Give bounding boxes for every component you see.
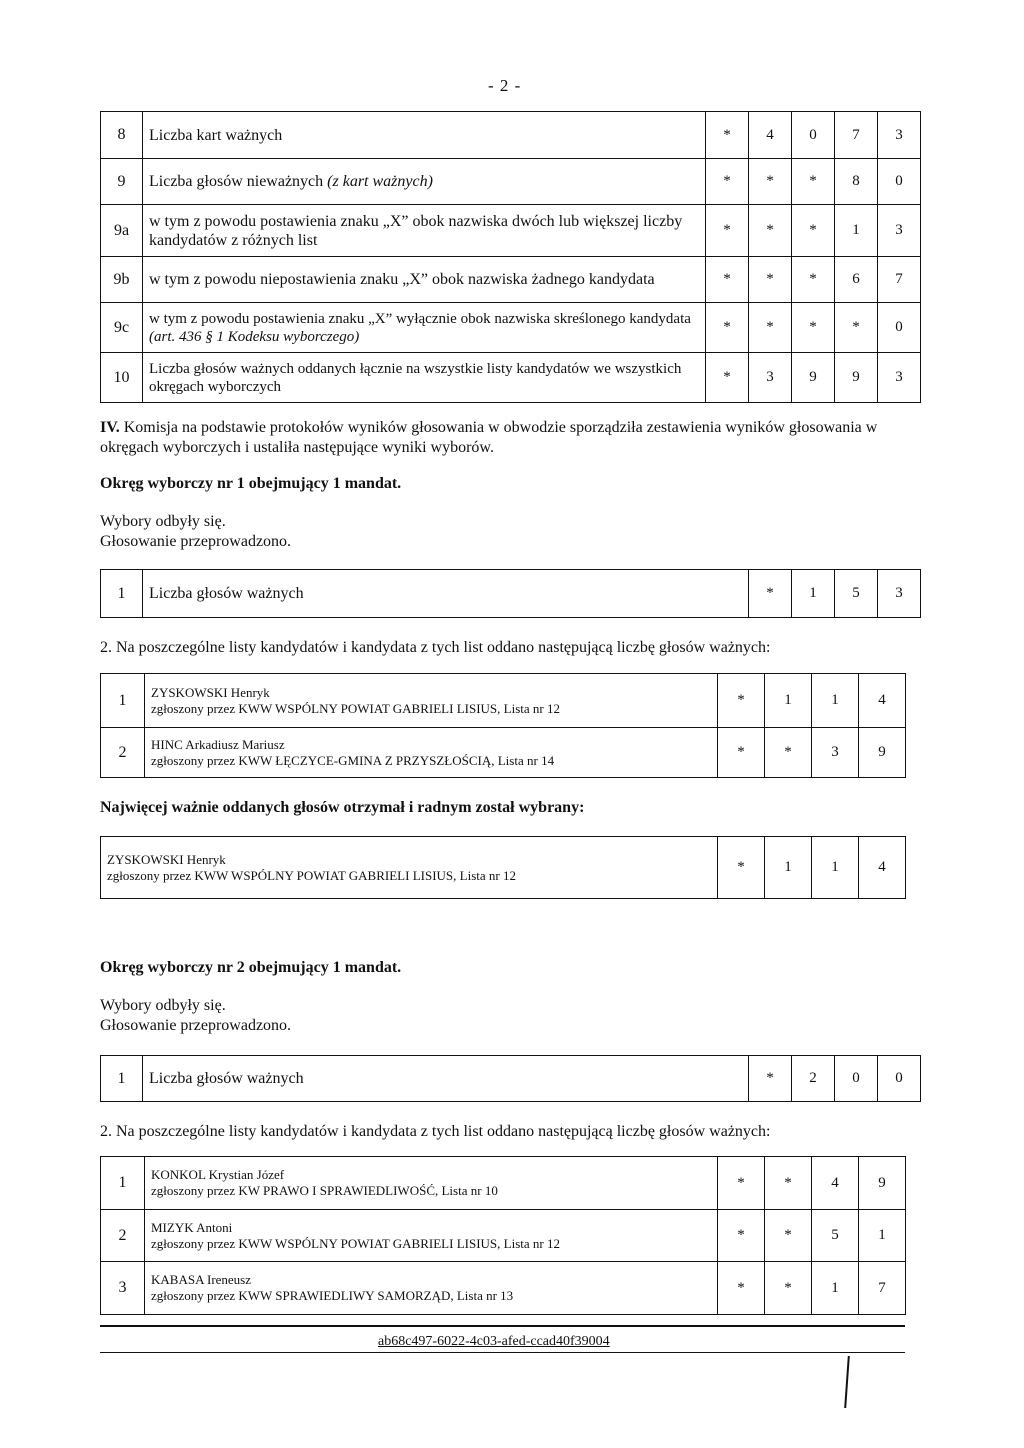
digit-cell: 7 bbox=[859, 1262, 906, 1315]
table-row bbox=[101, 728, 906, 778]
row-label: w tym z powodu postawienia znaku „X” obok nazwiska dwóch lub większej liczby kandydatów z różnych list bbox=[143, 205, 706, 257]
table-row bbox=[101, 112, 921, 159]
candidate-cell: KONKOL Krystian Józef zgłoszony przez KW PRAWO I SPRAWIEDLIWOŚĆ, Lista nr 10 bbox=[145, 1157, 718, 1210]
digit-cell: 0 bbox=[878, 159, 921, 205]
footer-rule bbox=[100, 1352, 905, 1353]
digit-cell: 4 bbox=[812, 1157, 859, 1210]
digit-cell: 4 bbox=[859, 674, 906, 728]
digit-cell: 1 bbox=[765, 674, 812, 728]
digit-cell: 0 bbox=[835, 1056, 878, 1102]
digit-cell: 1 bbox=[812, 1262, 859, 1315]
winner-table bbox=[100, 836, 906, 899]
table-row bbox=[101, 1210, 906, 1262]
row-number: 9 bbox=[101, 159, 143, 205]
signature-stroke bbox=[844, 1356, 849, 1408]
table-row bbox=[101, 257, 921, 303]
digit-cell: 3 bbox=[878, 112, 921, 159]
digit-cell: 3 bbox=[878, 570, 921, 618]
digit-cell: 0 bbox=[792, 112, 835, 159]
row-label: Liczba głosów ważnych bbox=[143, 570, 749, 618]
candidate-cell: ZYSKOWSKI Henryk zgłoszony przez KWW WSPÓLNY POWIAT GABRIELI LISIUS, Lista nr 12 bbox=[145, 674, 718, 728]
digit-cell: 2 bbox=[792, 1056, 835, 1102]
digit-cell: 1 bbox=[792, 570, 835, 618]
row-number: 9a bbox=[101, 205, 143, 257]
digit-cell: * bbox=[749, 570, 792, 618]
digit-cell: * bbox=[765, 1262, 812, 1315]
digit-cell: 1 bbox=[812, 674, 859, 728]
digit-cell: * bbox=[749, 303, 792, 353]
digit-cell: * bbox=[749, 257, 792, 303]
table-row bbox=[101, 353, 921, 403]
digit-cell: * bbox=[765, 1157, 812, 1210]
digit-cell: 4 bbox=[749, 112, 792, 159]
district-1-voting: Głosowanie przeprowadzono. bbox=[100, 533, 292, 550]
digit-cell: 3 bbox=[878, 353, 921, 403]
district-2-candidates-table bbox=[100, 1156, 906, 1315]
digit-cell: * bbox=[792, 257, 835, 303]
row-number: 1 bbox=[101, 674, 145, 728]
row-number: 9b bbox=[101, 257, 143, 303]
digit-cell: * bbox=[792, 205, 835, 257]
digit-cell: 0 bbox=[878, 1056, 921, 1102]
winner-heading: Najwięcej ważnie oddanych głosów otrzymał i radnym został wybrany: bbox=[100, 799, 585, 816]
section-iv-text: IV. Komisja na podstawie protokołów wyników głosowania w obwodzie sporządziła zestawienia wyników głosowania w okręgach wyborczych i ustaliła następujące wyniki wyborów. bbox=[100, 419, 878, 456]
digit-cell: * bbox=[706, 159, 749, 205]
candidate-cell: KABASA Ireneusz zgłoszony przez KWW SPRAWIEDLIWY SAMORZĄD, Lista nr 13 bbox=[145, 1262, 718, 1315]
digit-cell: 6 bbox=[835, 257, 878, 303]
digit-cell: 8 bbox=[835, 159, 878, 205]
digit-cell: * bbox=[749, 1056, 792, 1102]
digit-cell: 9 bbox=[859, 728, 906, 778]
digit-cell: * bbox=[749, 159, 792, 205]
digit-cell: * bbox=[718, 674, 765, 728]
digit-cell: 1 bbox=[765, 837, 812, 899]
digit-cell: 5 bbox=[835, 570, 878, 618]
digit-cell: * bbox=[792, 303, 835, 353]
digit-cell: 7 bbox=[878, 257, 921, 303]
row-number: 10 bbox=[101, 353, 143, 403]
digit-cell: * bbox=[792, 159, 835, 205]
digit-cell: * bbox=[765, 1210, 812, 1262]
digit-cell: 9 bbox=[859, 1157, 906, 1210]
row-number: 2 bbox=[101, 1210, 145, 1262]
table-row bbox=[101, 1056, 921, 1102]
row-label: Liczba głosów ważnych bbox=[143, 1056, 749, 1102]
table-row bbox=[101, 303, 921, 353]
digit-cell: 9 bbox=[792, 353, 835, 403]
digit-cell: 1 bbox=[859, 1210, 906, 1262]
district-2-heading: Okręg wyborczy nr 2 obejmujący 1 mandat. bbox=[100, 959, 402, 976]
table-row bbox=[101, 1262, 906, 1315]
page-number: - 2 - bbox=[488, 76, 522, 95]
district-1-list-intro: 2. Na poszczególne listy kandydatów i kandydata z tych list oddano następującą liczbę głosów ważnych: bbox=[100, 639, 771, 656]
table-row bbox=[101, 1157, 906, 1210]
table-row bbox=[101, 837, 906, 899]
digit-cell: 1 bbox=[835, 205, 878, 257]
digit-cell: * bbox=[718, 728, 765, 778]
row-label: Liczba głosów ważnych oddanych łącznie na wszystkie listy kandydatów we wszystkich okręgach wyborczych bbox=[143, 353, 706, 403]
digit-cell: 7 bbox=[835, 112, 878, 159]
row-label: Liczba kart ważnych bbox=[143, 112, 706, 159]
digit-cell: 0 bbox=[878, 303, 921, 353]
candidate-cell: HINC Arkadiusz Mariusz zgłoszony przez KWW ŁĘCZYCE-GMINA Z PRZYSZŁOŚCIĄ, Lista nr 14 bbox=[145, 728, 718, 778]
district-1-candidates-table bbox=[100, 673, 906, 778]
digit-cell: 1 bbox=[812, 837, 859, 899]
digit-cell: * bbox=[718, 837, 765, 899]
row-number: 3 bbox=[101, 1262, 145, 1315]
row-label: w tym z powodu niepostawienia znaku „X” obok nazwiska żadnego kandydata bbox=[143, 257, 706, 303]
row-label: w tym z powodu postawienia znaku „X” wyłącznie obok nazwiska skreślonego kandydata (art. 436 § 1 Kodeksu wyborczego) bbox=[143, 303, 706, 353]
row-number: 1 bbox=[101, 1056, 143, 1102]
digit-cell: * bbox=[706, 205, 749, 257]
row-number: 1 bbox=[101, 570, 143, 618]
summary-table bbox=[100, 111, 921, 403]
table-row bbox=[101, 570, 921, 618]
digit-cell: * bbox=[749, 205, 792, 257]
document-hash: ab68c497-6022-4c03-afed-ccad40f39004 bbox=[378, 1334, 610, 1349]
digit-cell: * bbox=[706, 353, 749, 403]
table-row bbox=[101, 159, 921, 205]
digit-cell: * bbox=[706, 303, 749, 353]
row-label: Liczba głosów nieważnych (z kart ważnych) bbox=[143, 159, 706, 205]
digit-cell: * bbox=[718, 1157, 765, 1210]
district-1-heading: Okręg wyborczy nr 1 obejmujący 1 mandat. bbox=[100, 475, 402, 492]
digit-cell: * bbox=[765, 728, 812, 778]
row-number: 9c bbox=[101, 303, 143, 353]
table-row bbox=[101, 674, 906, 728]
candidate-cell: MIZYK Antoni zgłoszony przez KWW WSPÓLNY POWIAT GABRIELI LISIUS, Lista nr 12 bbox=[145, 1210, 718, 1262]
row-number: 8 bbox=[101, 112, 143, 159]
digit-cell: 5 bbox=[812, 1210, 859, 1262]
district-2-status: Wybory odbyły się. bbox=[100, 997, 226, 1014]
digit-cell: 4 bbox=[859, 837, 906, 899]
digit-cell: * bbox=[718, 1262, 765, 1315]
district-1-status: Wybory odbyły się. bbox=[100, 513, 226, 530]
digit-cell: 3 bbox=[812, 728, 859, 778]
district-2-list-intro: 2. Na poszczególne listy kandydatów i kandydata z tych list oddano następującą liczbę głosów ważnych: bbox=[100, 1123, 771, 1140]
row-number: 2 bbox=[101, 728, 145, 778]
digit-cell: 3 bbox=[749, 353, 792, 403]
district-2-valid-table bbox=[100, 1055, 921, 1102]
digit-cell: * bbox=[835, 303, 878, 353]
digit-cell: * bbox=[706, 112, 749, 159]
digit-cell: * bbox=[706, 257, 749, 303]
digit-cell: 9 bbox=[835, 353, 878, 403]
district-1-valid-table bbox=[100, 569, 921, 618]
row-number: 1 bbox=[101, 1157, 145, 1210]
digit-cell: 3 bbox=[878, 205, 921, 257]
footer-rule bbox=[100, 1325, 905, 1327]
table-row bbox=[101, 205, 921, 257]
winner-cell: ZYSKOWSKI Henryk zgłoszony przez KWW WSPÓLNY POWIAT GABRIELI LISIUS, Lista nr 12 bbox=[101, 837, 718, 899]
district-2-voting: Głosowanie przeprowadzono. bbox=[100, 1017, 292, 1034]
digit-cell: * bbox=[718, 1210, 765, 1262]
